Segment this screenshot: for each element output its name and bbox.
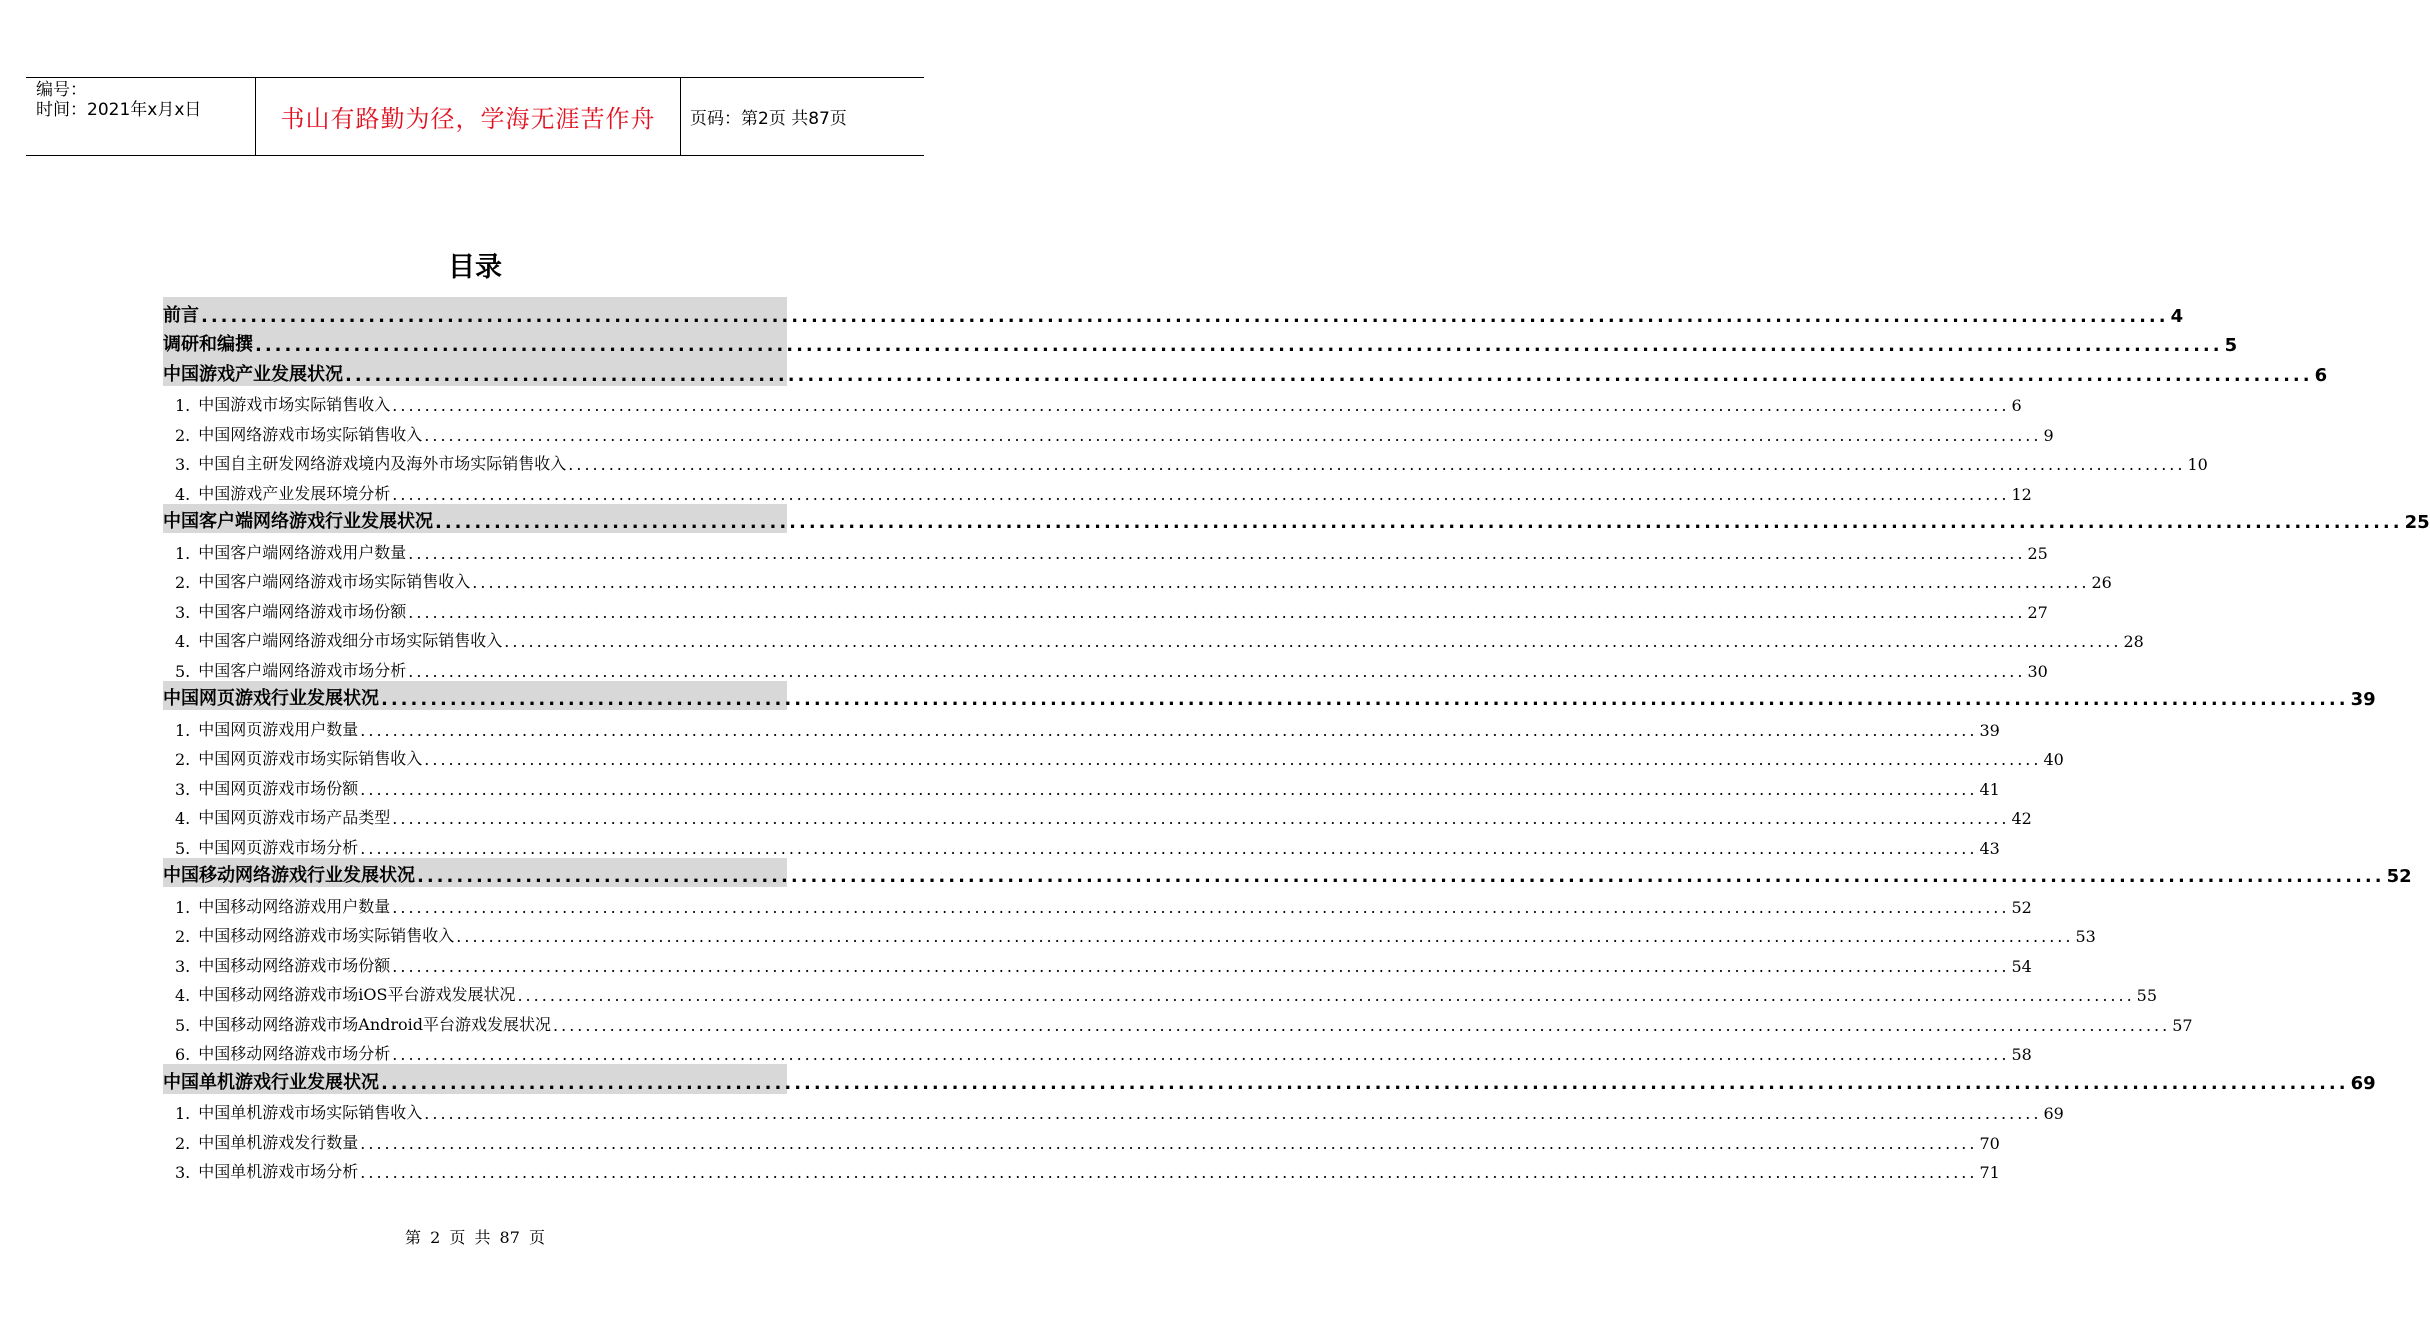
toc-section-entry[interactable]	[163, 887, 2032, 917]
toc-entry-page: 5	[2224, 335, 2238, 356]
toc-entry-title: 中国网页游戏行业发展状况	[163, 688, 379, 709]
toc-entry-number: 6.	[175, 1045, 191, 1064]
toc-dot-leader: ........................................................................................................................................................................................................	[381, 1072, 2349, 1094]
toc-dot-leader: ........................................................................................................................................................................................................	[255, 335, 2223, 356]
toc-entry-number: 3.	[175, 1163, 191, 1182]
document-number-label: 编号：	[36, 80, 87, 100]
toc-entry-page: 25	[2404, 512, 2430, 533]
toc-entry-title: 中国自主研发网络游戏境内及海外市场实际销售收入	[198, 454, 567, 473]
toc-dot-leader: ........................................................................................................................................................................................................	[424, 425, 2042, 445]
toc-entry-page: 39	[2350, 689, 2376, 710]
page-title: 目录	[448, 252, 502, 283]
toc-section-entry[interactable]	[163, 769, 2000, 799]
toc-dot-leader: ........................................................................................................................................................................................................	[472, 573, 2090, 592]
toc-entry-page: 4	[2170, 305, 2184, 327]
toc-entry-number: 4.	[175, 632, 191, 651]
toc-section-entry[interactable]	[163, 976, 2158, 1006]
toc-dot-leader: ........................................................................................................................................................................................................	[392, 809, 2010, 828]
toc-entry-page: 28	[2123, 632, 2144, 651]
document-time-label: 时间：2021年x月x日	[36, 100, 202, 120]
toc-entry-page: 12	[2011, 484, 2032, 504]
toc-section-entry[interactable]	[163, 828, 2000, 858]
toc-entry-title: 中国客户端网络游戏市场实际销售收入	[198, 572, 471, 591]
toc-entry-page: 42	[2011, 809, 2032, 828]
table-of-contents	[163, 297, 2430, 1182]
toc-section-entry[interactable]	[163, 946, 2032, 976]
toc-entry-title: 中国单机游戏市场实际销售收入	[198, 1103, 423, 1122]
toc-entry-title: 中国网页游戏用户数量	[198, 719, 359, 739]
toc-dot-leader: ........................................................................................................................................................................................................	[392, 956, 2010, 976]
toc-entry-page: 6	[2011, 396, 2022, 415]
toc-entry-page: 55	[2136, 986, 2158, 1005]
toc-entry-title: 中国游戏市场实际销售收入	[198, 395, 391, 414]
toc-entry-number: 4.	[175, 809, 191, 828]
toc-entry-page: 25	[2027, 543, 2048, 563]
toc-entry-title: 中国移动网络游戏市场iOS平台游戏发展状况	[198, 985, 516, 1004]
page-footer: 第 2 页 共 87 页	[405, 1228, 545, 1247]
toc-dot-leader: ........................................................................................................................................................................................................	[456, 927, 2074, 946]
toc-entry-title: 中国单机游戏市场分析	[198, 1162, 359, 1181]
toc-entry-page: 26	[2091, 573, 2112, 592]
toc-chapter-entry[interactable]	[163, 356, 2328, 386]
toc-entry-title: 中国客户端网络游戏用户数量	[198, 542, 407, 562]
toc-dot-leader: ........................................................................................................................................................................................................	[517, 986, 2135, 1005]
toc-entry-title: 中国网页游戏市场分析	[198, 837, 359, 857]
toc-entry-title: 中国单机游戏发行数量	[198, 1132, 359, 1152]
toc-entry-page: 43	[1979, 838, 2000, 858]
toc-entry-page: 53	[2075, 927, 2096, 946]
toc-section-entry[interactable]	[163, 533, 2048, 563]
toc-entry-title: 中国单机游戏行业发展状况	[163, 1071, 379, 1093]
toc-entry-number: 1.	[175, 396, 191, 415]
toc-entry-number: 3.	[175, 455, 191, 474]
toc-chapter-entry[interactable]	[163, 297, 2184, 327]
toc-section-entry[interactable]	[163, 1035, 2032, 1065]
toc-entry-page: 70	[1979, 1133, 2000, 1153]
toc-dot-leader: ........................................................................................................................................................................................................	[360, 1163, 1978, 1182]
toc-entry-title: 中国移动网络游戏市场份额	[198, 955, 391, 975]
toc-entry-number: 1.	[175, 1104, 191, 1123]
toc-entry-number: 3.	[175, 779, 191, 799]
toc-entry-title: 中国客户端网络游戏市场份额	[198, 601, 407, 621]
toc-dot-leader: ........................................................................................................................................................................................................	[345, 364, 2313, 386]
toc-entry-page: 39	[1979, 720, 2000, 740]
toc-entry-number: 3.	[175, 602, 191, 622]
toc-section-entry[interactable]	[163, 563, 2112, 593]
toc-entry-page: 9	[2043, 425, 2054, 445]
toc-entry-number: 4.	[175, 986, 191, 1005]
toc-entry-title: 中国移动网络游戏市场实际销售收入	[198, 926, 455, 945]
toc-section-entry[interactable]	[163, 445, 2208, 475]
toc-entry-title: 中国游戏产业发展环境分析	[198, 483, 391, 503]
toc-dot-leader: ........................................................................................................................................................................................................	[392, 396, 2010, 415]
toc-entry-title: 中国移动网络游戏市场Android平台游戏发展状况	[198, 1014, 552, 1034]
toc-entry-page: 10	[2187, 455, 2208, 474]
toc-entry-title: 中国移动网络游戏市场分析	[198, 1044, 391, 1063]
toc-entry-page: 30	[2027, 661, 2048, 681]
toc-entry-page: 69	[2043, 1104, 2064, 1123]
toc-entry-title: 中国客户端网络游戏细分市场实际销售收入	[198, 631, 503, 650]
toc-dot-leader: ........................................................................................................................................................................................................	[201, 305, 2169, 327]
toc-section-entry[interactable]	[163, 651, 2048, 681]
toc-dot-leader: ........................................................................................................................................................................................................	[408, 602, 2026, 622]
toc-entry-page: 41	[1979, 779, 2000, 799]
page-header	[26, 77, 924, 156]
toc-dot-leader: ........................................................................................................................................................................................................	[417, 866, 2385, 887]
toc-entry-page: 57	[2172, 1015, 2193, 1035]
toc-entry-number: 1.	[175, 720, 191, 740]
toc-section-entry[interactable]	[163, 917, 2096, 947]
toc-entry-number: 5.	[175, 661, 191, 681]
toc-chapter-entry[interactable]	[163, 327, 2238, 357]
toc-entry-page: 52	[2011, 897, 2032, 917]
toc-section-entry[interactable]	[163, 386, 2022, 416]
toc-entry-number: 2.	[175, 750, 191, 769]
toc-entry-page: 69	[2350, 1072, 2376, 1094]
toc-entry-title: 中国网页游戏市场实际销售收入	[198, 749, 423, 768]
toc-section-entry[interactable]	[163, 474, 2032, 504]
toc-entry-title: 中国网页游戏市场产品类型	[198, 808, 391, 827]
toc-section-entry[interactable]	[163, 799, 2032, 829]
toc-entry-number: 1.	[175, 897, 191, 917]
toc-dot-leader: ........................................................................................................................................................................................................	[504, 632, 2122, 651]
toc-entry-title: 中国客户端网络游戏市场分析	[198, 660, 407, 680]
toc-entry-number: 3.	[175, 956, 191, 976]
toc-section-entry[interactable]	[163, 1123, 2000, 1153]
toc-entry-title: 中国移动网络游戏用户数量	[198, 896, 391, 916]
toc-entry-title: 中国游戏产业发展状况	[163, 363, 343, 385]
toc-dot-leader: ........................................................................................................................................................................................................	[381, 689, 2349, 710]
toc-section-entry[interactable]	[163, 740, 2064, 770]
toc-dot-leader: ........................................................................................................................................................................................................	[424, 1104, 2042, 1123]
toc-section-entry[interactable]	[163, 415, 2054, 445]
toc-entry-page: 27	[2027, 602, 2048, 622]
motto-text: 书山有路勤为径，学海无涯苦作舟	[280, 105, 656, 133]
toc-dot-leader: ........................................................................................................................................................................................................	[568, 455, 2186, 474]
toc-section-entry[interactable]	[163, 710, 2000, 740]
toc-section-entry[interactable]	[163, 622, 2144, 652]
header-page-info: 页码：第2页 共87页	[690, 109, 847, 129]
toc-dot-leader: ........................................................................................................................................................................................................	[424, 750, 2042, 769]
toc-entry-title: 前言	[163, 304, 199, 326]
toc-dot-leader: ........................................................................................................................................................................................................	[553, 1015, 2171, 1035]
toc-entry-page: 52	[2386, 866, 2412, 887]
toc-dot-leader: ........................................................................................................................................................................................................	[408, 661, 2026, 681]
header-page-cell	[680, 78, 924, 155]
toc-dot-leader: ........................................................................................................................................................................................................	[360, 779, 1978, 799]
toc-dot-leader: ........................................................................................................................................................................................................	[360, 838, 1978, 858]
toc-entry-title: 中国移动网络游戏行业发展状况	[163, 865, 415, 886]
toc-section-entry[interactable]	[163, 592, 2048, 622]
toc-dot-leader: ........................................................................................................................................................................................................	[360, 1133, 1978, 1153]
toc-chapter-entry[interactable]	[163, 1064, 2376, 1094]
toc-entry-page: 54	[2011, 956, 2032, 976]
toc-entry-number: 2.	[175, 573, 191, 592]
toc-entry-title: 中国网页游戏市场份额	[198, 778, 359, 798]
toc-entry-number: 4.	[175, 484, 191, 504]
toc-dot-leader: ........................................................................................................................................................................................................	[392, 897, 2010, 917]
toc-entry-number: 1.	[175, 543, 191, 563]
toc-entry-page: 71	[1979, 1163, 2000, 1182]
toc-entry-number: 5.	[175, 1015, 191, 1035]
toc-entry-page: 6	[2314, 364, 2328, 386]
toc-section-entry[interactable]	[163, 1094, 2064, 1124]
toc-entry-title: 中国客户端网络游戏行业发展状况	[163, 511, 433, 532]
toc-entry-page: 40	[2043, 750, 2064, 769]
toc-entry-number: 5.	[175, 838, 191, 858]
toc-entry-number: 2.	[175, 927, 191, 946]
toc-entry-title: 调研和编撰	[163, 334, 253, 355]
toc-chapter-entry[interactable]	[163, 504, 2430, 534]
toc-entry-number: 2.	[175, 425, 191, 445]
toc-entry-number: 2.	[175, 1133, 191, 1153]
toc-dot-leader: ........................................................................................................................................................................................................	[392, 484, 2010, 504]
header-motto-cell	[255, 78, 681, 155]
toc-chapter-entry[interactable]	[163, 681, 2376, 711]
toc-dot-leader: ........................................................................................................................................................................................................	[408, 543, 2026, 563]
toc-section-entry[interactable]	[163, 1153, 2000, 1183]
toc-entry-title: 中国网络游戏市场实际销售收入	[198, 424, 423, 444]
toc-entry-page: 58	[2011, 1045, 2032, 1064]
toc-section-entry[interactable]	[163, 1005, 2193, 1035]
toc-dot-leader: ........................................................................................................................................................................................................	[392, 1045, 2010, 1064]
toc-dot-leader: ........................................................................................................................................................................................................	[360, 720, 1978, 740]
toc-dot-leader: ........................................................................................................................................................................................................	[435, 512, 2403, 533]
header-left-cell	[26, 78, 255, 155]
toc-chapter-entry[interactable]	[163, 858, 2412, 888]
